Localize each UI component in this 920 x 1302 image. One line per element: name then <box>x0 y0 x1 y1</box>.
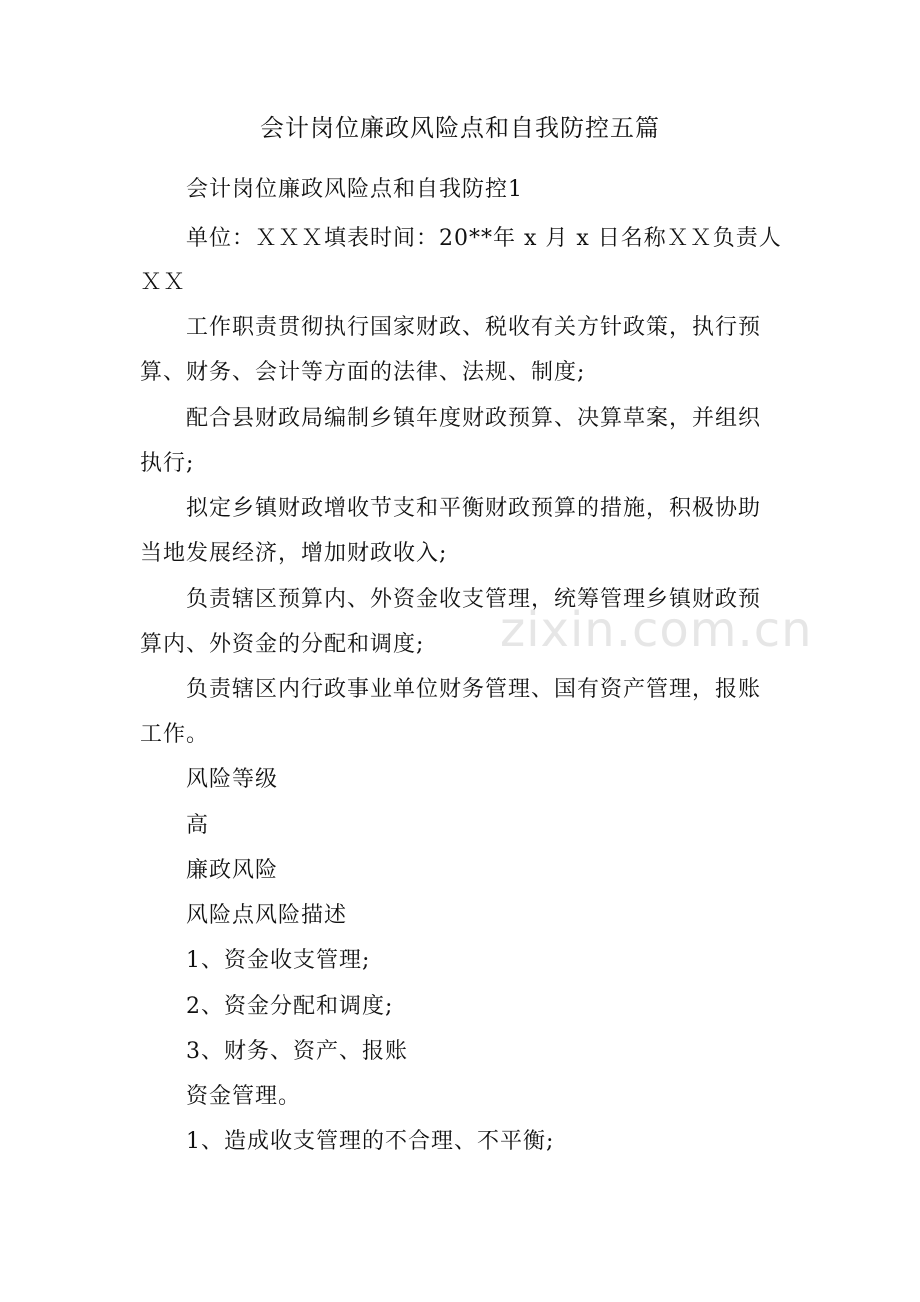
risk-description-item: 1、造成收支管理的不合理、不平衡; <box>186 1129 555 1154</box>
section-heading: 会计岗位廉政风险点和自我防控1 <box>186 177 523 202</box>
risk-point-item: 2、资金分配和调度; <box>186 994 394 1019</box>
risk-level-value: 高 <box>186 813 210 838</box>
integrity-risk-label: 廉政风险 <box>186 858 279 883</box>
duty-paragraph-line: 工作职责贯彻执行国家财政、税收有关方针政策，执行预 <box>186 315 762 340</box>
duty-paragraph-line: 算内、外资金的分配和调度; <box>140 632 425 657</box>
duty-paragraph-line: 负责辖区内行政事业单位财务管理、国有资产管理，报账 <box>186 677 762 702</box>
risk-point-item-cont: 资金管理。 <box>186 1084 302 1109</box>
watermark-text: zixin.com.cn <box>500 602 813 658</box>
risk-point-item: 1、资金收支管理; <box>186 948 371 973</box>
risk-point-header: 风险点风险描述 <box>186 903 348 928</box>
duty-paragraph-line: 工作。 <box>140 722 210 747</box>
risk-level-label: 风险等级 <box>186 767 279 792</box>
document-title: 会计岗位廉政风险点和自我防控五篇 <box>260 114 660 142</box>
duty-paragraph-line: 当地发展经济，增加财政收入; <box>140 541 448 566</box>
duty-paragraph-line: 算、财务、会计等方面的法律、法规、制度; <box>140 360 586 385</box>
duty-paragraph-line: 配合县财政局编制乡镇年度财政预算、决算草案，并组织 <box>186 406 762 431</box>
form-header-line-cont: ＸＸ <box>140 270 187 295</box>
form-header-line: 单位：ＸＸＸ填表时间：20**年 x 月 x 日名称ＸＸ负责人 <box>186 226 782 251</box>
duty-paragraph-line: 拟定乡镇财政增收节支和平衡财政预算的措施，积极协助 <box>186 496 762 521</box>
duty-paragraph-line: 执行; <box>140 451 195 476</box>
risk-point-item: 3、财务、资产、报账 <box>186 1039 408 1064</box>
duty-paragraph-line: 负责辖区预算内、外资金收支管理，统筹管理乡镇财政预 <box>186 587 762 612</box>
